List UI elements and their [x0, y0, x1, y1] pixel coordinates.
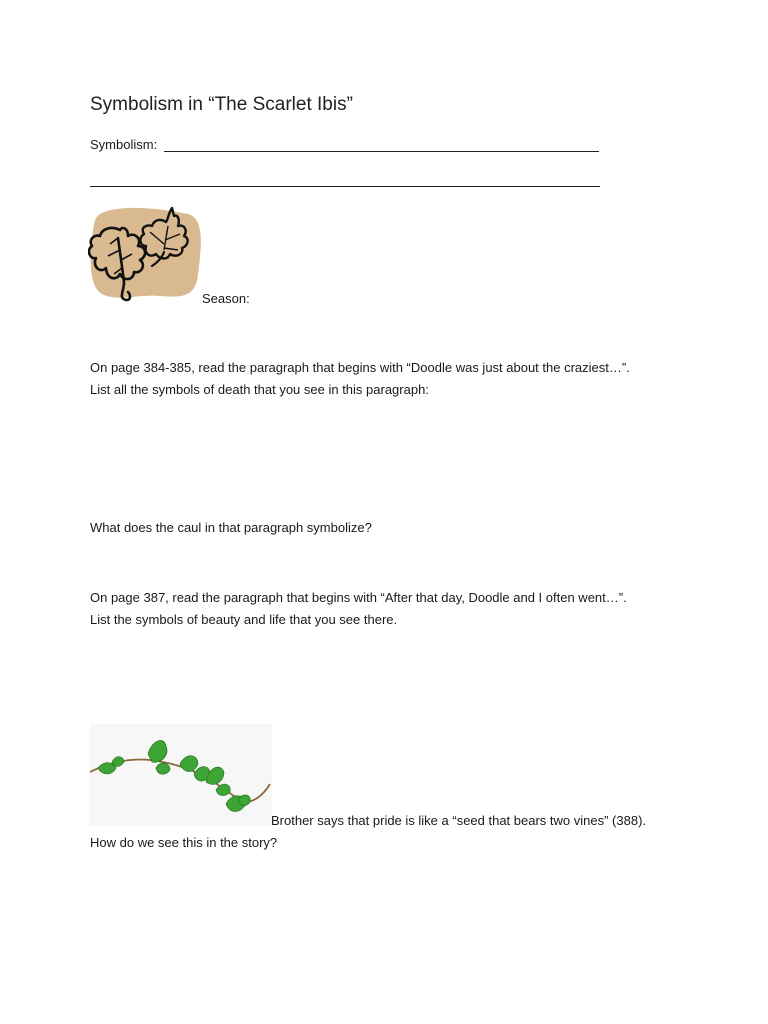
- question-4-line-2: How do we see this in the story?: [90, 835, 278, 850]
- symbolism-answer-line-1: [164, 151, 599, 152]
- season-label: Season:: [202, 291, 250, 306]
- symbolism-label: Symbolism:: [90, 137, 158, 152]
- question-4-line-1: Brother says that pride is like a “seed that bears two vines” (388).: [271, 813, 647, 828]
- question-1-line-1: On page 384-385, read the paragraph that begins with “Doodle was just about the craziest…”.: [90, 360, 630, 375]
- page-title: Symbolism in “The Scarlet Ibis”: [90, 94, 353, 115]
- symbolism-answer-line-2: [90, 186, 600, 187]
- autumn-leaves-icon: [88, 204, 204, 308]
- question-3-line-2: List the symbols of beauty and life that you see there.: [90, 612, 398, 627]
- ivy-vine-icon: [90, 724, 272, 826]
- question-1-line-2: List all the symbols of death that you see in this paragraph:: [90, 382, 429, 397]
- question-3-line-1: On page 387, read the paragraph that begins with “After that day, Doodle and I often went…”.: [90, 590, 627, 605]
- question-2: What does the caul in that paragraph symbolize?: [90, 520, 372, 535]
